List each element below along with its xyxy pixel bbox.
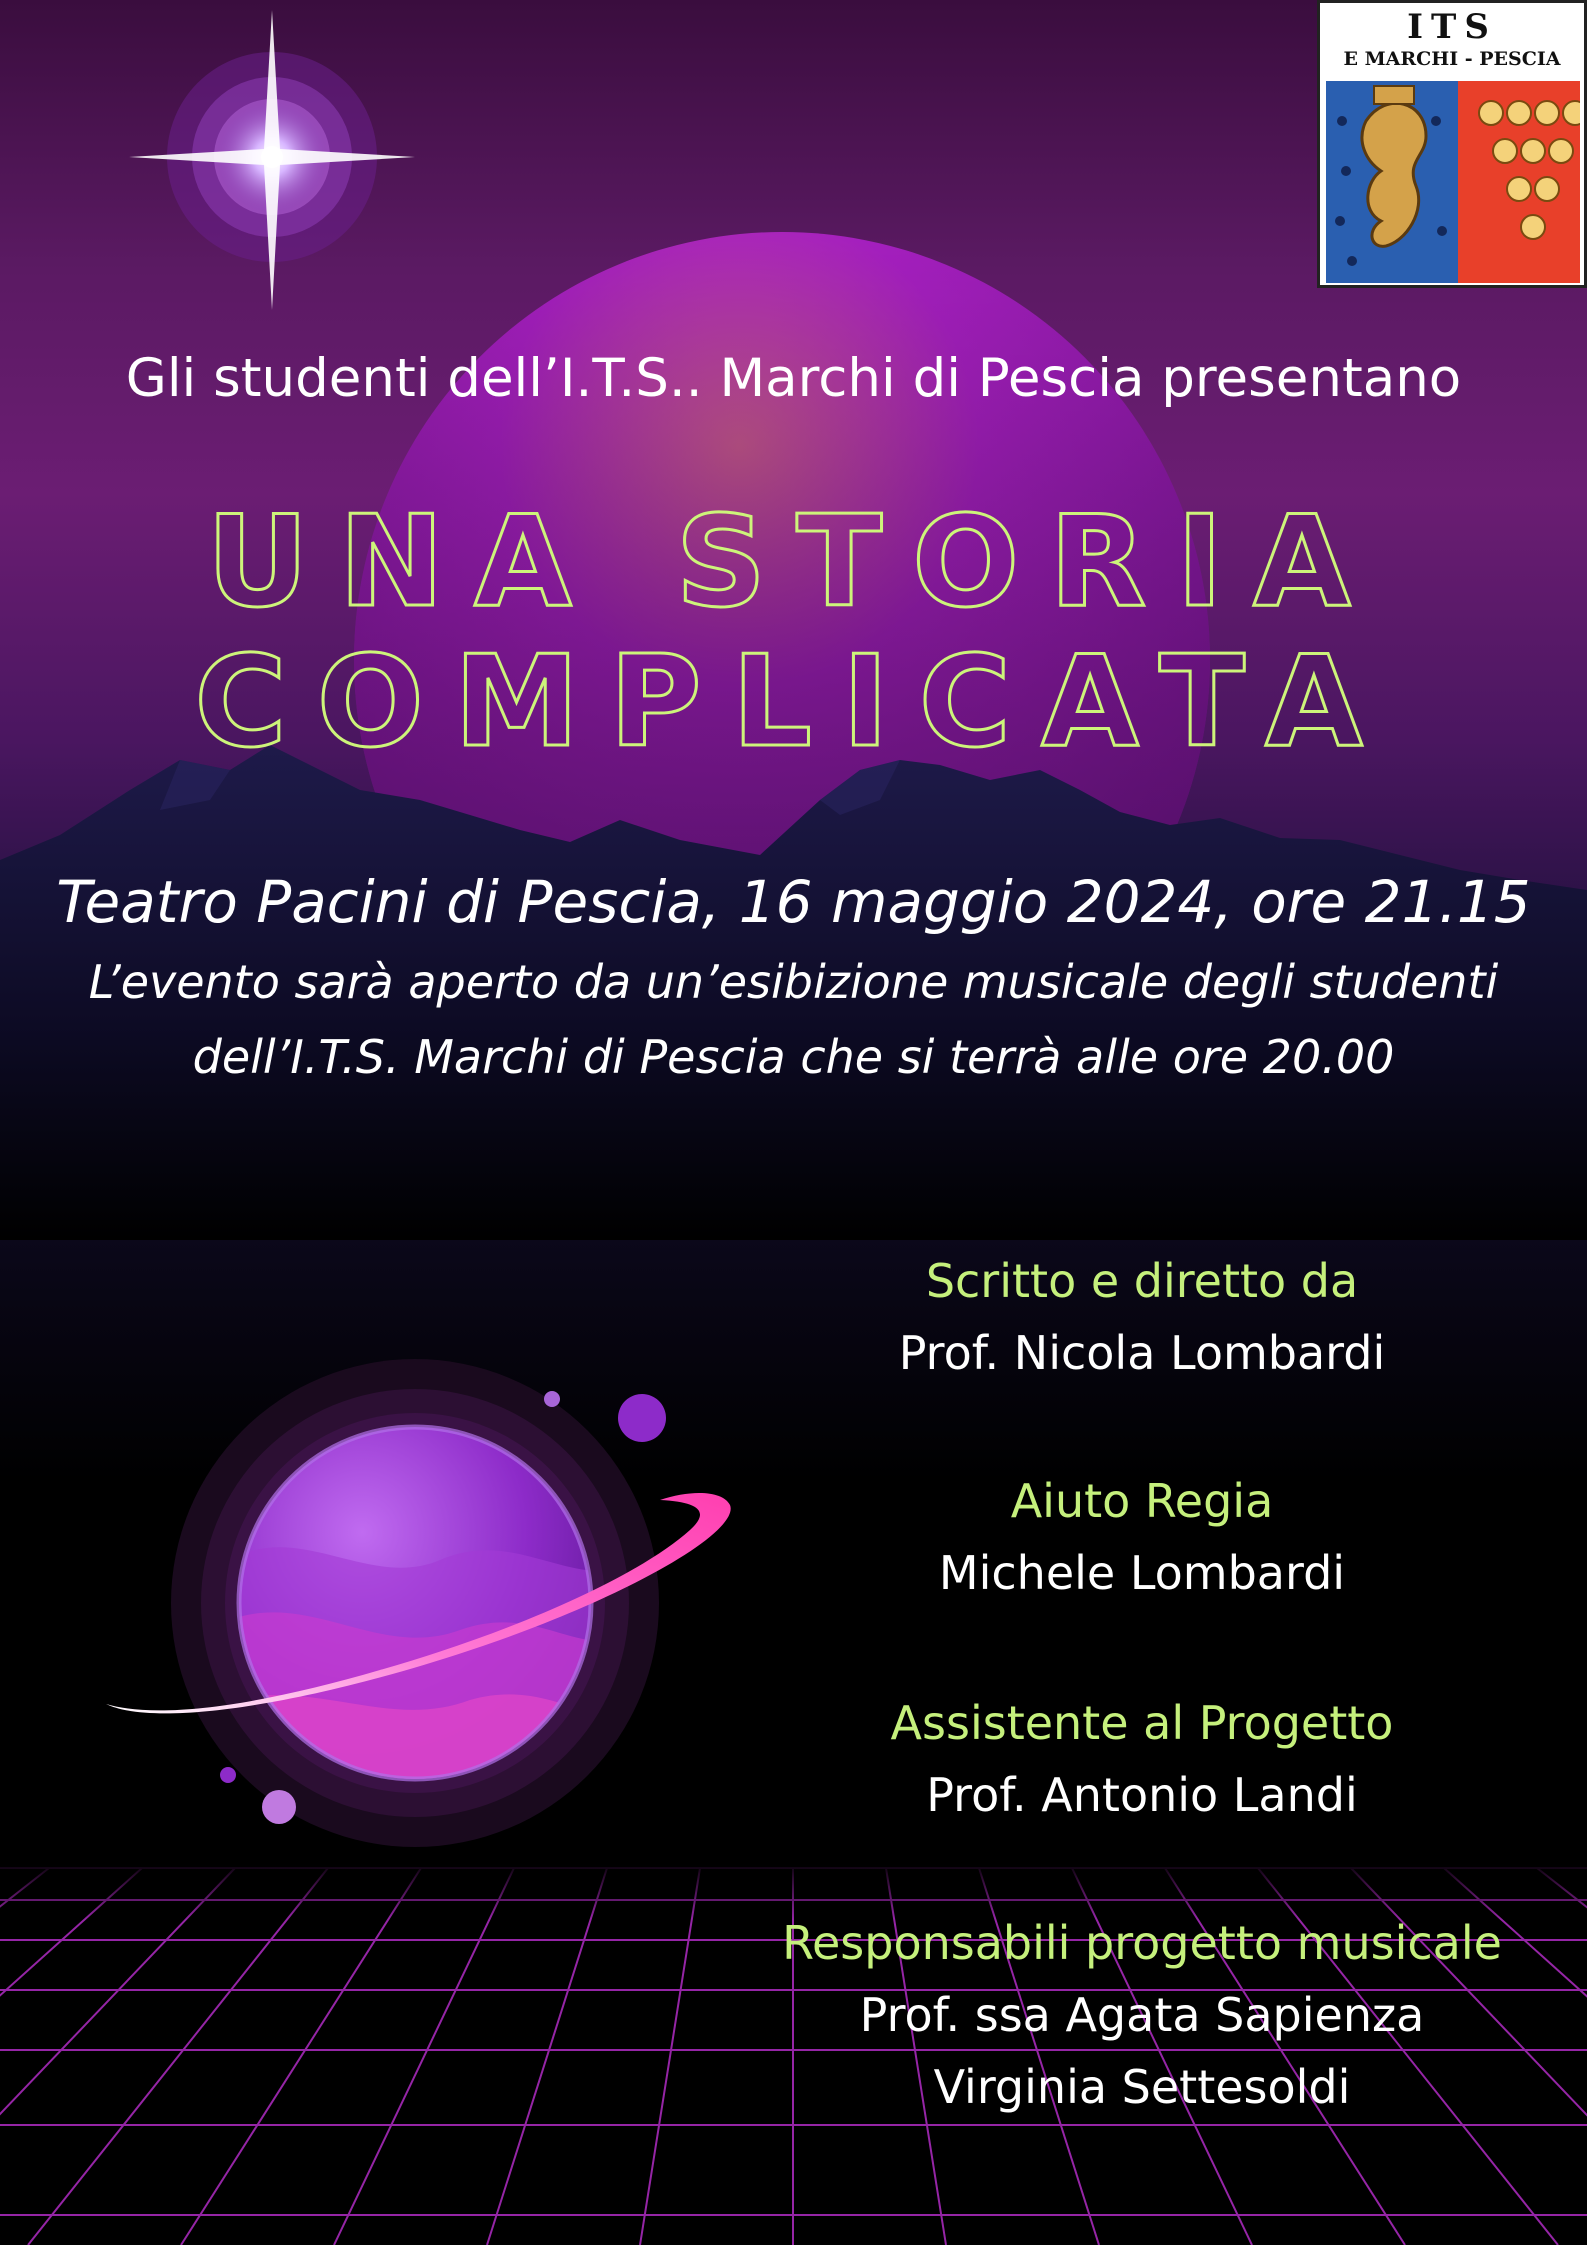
credit-role-assistant-director: Aiuto Regia — [1010, 1474, 1274, 1528]
logo-line1: ITS — [1407, 7, 1497, 47]
intro-line: Gli studenti dell’I.T.S.. Marchi di Pescia presentano — [125, 348, 1462, 409]
note-line2: dell’I.T.S. Marchi di Pescia che si terrà alle ore 20.00 — [192, 1030, 1395, 1084]
credit-role-project-assistant: Assistente al Progetto — [890, 1696, 1394, 1750]
credit-name-music-project-2: Virginia Settesoldi — [933, 2060, 1351, 2114]
crest-shield-icon — [1326, 81, 1580, 283]
title-line2: COMPLICATA — [194, 628, 1393, 775]
note-line1: L’evento sarà aperto da un’esibizione musicale degli studenti — [88, 955, 1499, 1009]
credit-role-music-project: Responsabili progetto musicale — [782, 1916, 1502, 1970]
credit-role-writer-director: Scritto e diretto da — [925, 1254, 1359, 1308]
credit-name-project-assistant: Prof. Antonio Landi — [926, 1768, 1358, 1822]
sparkle-star-icon — [129, 10, 415, 310]
credit-name-assistant-director: Michele Lombardi — [938, 1546, 1346, 1600]
logo-line2: E MARCHI - PESCIA — [1343, 48, 1561, 70]
logo-text — [1320, 3, 1584, 81]
title-line1: UNA STORIA — [206, 488, 1381, 635]
ringed-planet-icon — [106, 1359, 731, 1847]
credit-name-music-project-1: Prof. ssa Agata Sapienza — [859, 1988, 1425, 2042]
school-crest-logo — [1317, 0, 1587, 288]
venue-date-line: Teatro Pacini di Pescia, 16 maggio 2024, ore 21.15 — [56, 868, 1531, 936]
credit-name-writer-director: Prof. Nicola Lombardi — [898, 1326, 1386, 1380]
